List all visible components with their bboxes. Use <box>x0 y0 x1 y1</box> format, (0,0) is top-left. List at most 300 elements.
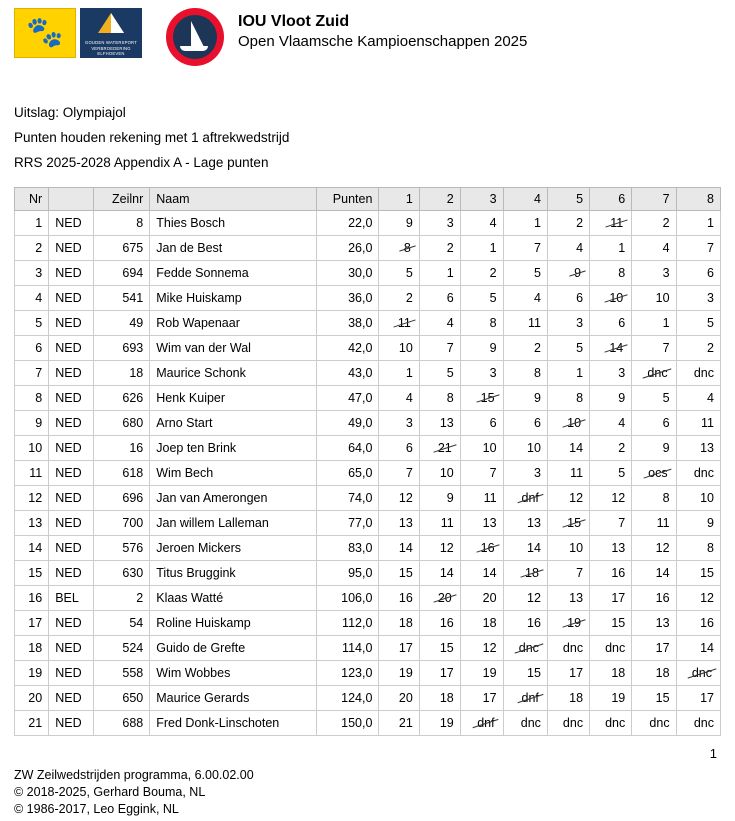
cell-race-2 <box>419 586 460 611</box>
cell-race-8 <box>676 236 720 261</box>
cell-race-8 <box>676 586 720 611</box>
cell-race-4 <box>503 486 547 511</box>
race-result: 8 <box>446 391 454 405</box>
race-result: 15 <box>439 641 454 655</box>
table-row <box>15 486 721 511</box>
cell-race-4 <box>503 661 547 686</box>
cell-nr: 17 <box>15 611 49 636</box>
race-result: 3 <box>576 316 584 330</box>
race-result: 14 <box>398 541 413 555</box>
race-result: 12 <box>482 641 497 655</box>
cell-zeilnr: 694 <box>93 261 149 286</box>
cell-race-4 <box>503 561 547 586</box>
race-result: dnc <box>649 716 670 730</box>
cell-race-2 <box>419 336 460 361</box>
cell-race-5 <box>547 486 589 511</box>
cell-race-2 <box>419 461 460 486</box>
cell-nat: NED <box>49 636 94 661</box>
cell-race-4 <box>503 686 547 711</box>
cell-race-4 <box>503 336 547 361</box>
cell-zeilnr: 54 <box>93 611 149 636</box>
cell-race-2 <box>419 511 460 536</box>
cell-naam: Mike Huiskamp <box>150 286 316 311</box>
race-result: 4 <box>618 416 626 430</box>
discarded-result: 18 <box>525 566 539 580</box>
cell-race-2 <box>419 436 460 461</box>
cell-race-3 <box>460 536 503 561</box>
cell-nat: NED <box>49 336 94 361</box>
race-result: 4 <box>489 216 497 230</box>
discarded-result: 8 <box>403 241 411 255</box>
cell-zeilnr: 558 <box>93 661 149 686</box>
race-result: 14 <box>439 566 454 580</box>
race-result: 6 <box>662 416 670 430</box>
header-punten: Punten <box>316 188 379 211</box>
race-result: 10 <box>569 541 584 555</box>
cell-race-2 <box>419 636 460 661</box>
table-row <box>15 386 721 411</box>
race-result: 13 <box>611 541 626 555</box>
cell-race-8 <box>676 461 720 486</box>
cell-race-7 <box>632 561 676 586</box>
race-result: 4 <box>662 241 670 255</box>
race-result: 19 <box>439 716 454 730</box>
cell-race-1 <box>379 361 419 386</box>
cell-race-8 <box>676 336 720 361</box>
cell-race-7 <box>632 536 676 561</box>
cell-naam: Klaas Watté <box>150 586 316 611</box>
cell-race-5 <box>547 511 589 536</box>
cell-race-2 <box>419 486 460 511</box>
race-result: 2 <box>405 291 413 305</box>
cell-punten: 47,0 <box>316 386 379 411</box>
race-result: 2 <box>533 341 541 355</box>
cell-race-5 <box>547 236 589 261</box>
cell-race-7 <box>632 411 676 436</box>
cell-nr: 4 <box>15 286 49 311</box>
cell-race-6 <box>590 711 632 736</box>
cell-nat: NED <box>49 361 94 386</box>
cell-naam: Fred Donk-Linschoten <box>150 711 316 736</box>
race-result: dnc <box>693 716 714 730</box>
cell-race-1 <box>379 411 419 436</box>
cell-race-7 <box>632 211 676 236</box>
race-result: 4 <box>576 241 584 255</box>
cell-zeilnr: 2 <box>93 586 149 611</box>
race-result: 1 <box>533 216 541 230</box>
table-row <box>15 361 721 386</box>
table-row <box>15 561 721 586</box>
cell-race-5 <box>547 586 589 611</box>
race-result: 1 <box>618 241 626 255</box>
cell-punten: 106,0 <box>316 586 379 611</box>
cell-nat: BEL <box>49 586 94 611</box>
cell-zeilnr: 18 <box>93 361 149 386</box>
cell-race-4 <box>503 361 547 386</box>
cell-nr: 6 <box>15 336 49 361</box>
cell-naam: Jan van Amerongen <box>150 486 316 511</box>
header-nat <box>49 188 94 211</box>
header-race-6: 6 <box>590 188 632 211</box>
cell-race-6 <box>590 311 632 336</box>
cell-punten: 95,0 <box>316 561 379 586</box>
race-result: 16 <box>527 616 541 630</box>
cell-race-5 <box>547 386 589 411</box>
cell-nat: NED <box>49 611 94 636</box>
table-row <box>15 661 721 686</box>
table-row <box>15 611 721 636</box>
cell-race-3 <box>460 461 503 486</box>
race-result: 3 <box>533 466 541 480</box>
race-result: 7 <box>405 466 413 480</box>
cell-race-3 <box>460 486 503 511</box>
race-result: dnc <box>605 716 626 730</box>
cell-nr: 1 <box>15 211 49 236</box>
cell-race-3 <box>460 211 503 236</box>
cell-race-8 <box>676 511 720 536</box>
cell-race-3 <box>460 311 503 336</box>
table-row <box>15 261 721 286</box>
race-result: 9 <box>446 491 454 505</box>
cell-race-5 <box>547 336 589 361</box>
race-result: 21 <box>398 716 413 730</box>
cell-race-3 <box>460 511 503 536</box>
race-result: 4 <box>533 291 541 305</box>
cell-race-8 <box>676 436 720 461</box>
race-result: 4 <box>707 391 714 405</box>
cell-race-5 <box>547 461 589 486</box>
race-result: 17 <box>439 666 454 680</box>
cell-race-2 <box>419 611 460 636</box>
cell-zeilnr: 696 <box>93 486 149 511</box>
table-row <box>15 711 721 736</box>
discarded-result: 11 <box>397 316 411 330</box>
cell-naam: Arno Start <box>150 411 316 436</box>
logo-sail-shape <box>191 21 204 47</box>
cell-race-3 <box>460 336 503 361</box>
cell-punten: 83,0 <box>316 536 379 561</box>
cell-race-4 <box>503 586 547 611</box>
cell-nat: NED <box>49 486 94 511</box>
logo-hull-shape <box>180 46 208 51</box>
table-header-row <box>15 188 721 211</box>
discarded-result: 15 <box>567 516 582 530</box>
race-result: 13 <box>527 516 541 530</box>
cell-zeilnr: 49 <box>93 311 149 336</box>
cell-naam: Henk Kuiper <box>150 386 316 411</box>
cell-race-4 <box>503 411 547 436</box>
cell-race-1 <box>379 661 419 686</box>
race-result: 18 <box>611 666 626 680</box>
cell-zeilnr: 524 <box>93 636 149 661</box>
race-result: 5 <box>446 366 454 380</box>
cell-race-1 <box>379 486 419 511</box>
cell-zeilnr: 650 <box>93 686 149 711</box>
cell-race-7 <box>632 711 676 736</box>
race-result: 10 <box>700 491 714 505</box>
scoring-system-line: RRS 2025-2028 Appendix A - Lage punten <box>14 155 269 170</box>
race-result: 16 <box>700 616 714 630</box>
cell-race-5 <box>547 686 589 711</box>
cell-race-2 <box>419 361 460 386</box>
cell-zeilnr: 618 <box>93 461 149 486</box>
cell-nr: 21 <box>15 711 49 736</box>
cell-race-8 <box>676 636 720 661</box>
cell-race-2 <box>419 411 460 436</box>
cell-race-6 <box>590 661 632 686</box>
race-result: 18 <box>482 616 497 630</box>
results-table <box>14 187 721 736</box>
cell-race-4 <box>503 436 547 461</box>
cell-race-1 <box>379 711 419 736</box>
cell-nat: NED <box>49 561 94 586</box>
race-result: 19 <box>611 691 626 705</box>
cell-punten: 38,0 <box>316 311 379 336</box>
cell-race-6 <box>590 486 632 511</box>
race-result: 6 <box>707 266 714 280</box>
cell-punten: 65,0 <box>316 461 379 486</box>
cell-punten: 36,0 <box>316 286 379 311</box>
cell-race-6 <box>590 411 632 436</box>
table-row <box>15 511 721 536</box>
discarded-result: dnf <box>521 491 539 505</box>
cell-punten: 124,0 <box>316 686 379 711</box>
table-row <box>15 236 721 261</box>
cell-race-3 <box>460 586 503 611</box>
race-result: 8 <box>576 391 584 405</box>
header-race-7: 7 <box>632 188 676 211</box>
race-result: 13 <box>439 416 454 430</box>
race-result: 15 <box>398 566 413 580</box>
cell-race-8 <box>676 211 720 236</box>
cell-nr: 13 <box>15 511 49 536</box>
race-result: 2 <box>707 341 714 355</box>
discarded-result: 20 <box>437 591 452 605</box>
race-result: 18 <box>398 616 413 630</box>
discard-rule-line: Punten houden rekening met 1 aftrekwedstrijd <box>14 130 290 145</box>
cell-race-1 <box>379 386 419 411</box>
header-race-8: 8 <box>676 188 720 211</box>
cell-nr: 5 <box>15 311 49 336</box>
race-result: 7 <box>662 341 670 355</box>
cell-race-2 <box>419 561 460 586</box>
cell-race-3 <box>460 261 503 286</box>
cell-race-6 <box>590 686 632 711</box>
cell-race-6 <box>590 261 632 286</box>
cell-race-2 <box>419 386 460 411</box>
cell-race-3 <box>460 561 503 586</box>
cell-race-4 <box>503 286 547 311</box>
document-header <box>0 0 735 72</box>
cell-race-6 <box>590 461 632 486</box>
race-result: 10 <box>398 341 413 355</box>
discarded-result: 10 <box>609 291 624 305</box>
cell-naam: Rob Wapenaar <box>150 311 316 336</box>
table-row <box>15 286 721 311</box>
cell-race-7 <box>632 361 676 386</box>
watersport-club-logo-icon <box>80 8 142 58</box>
race-result: 3 <box>618 366 626 380</box>
cell-race-1 <box>379 236 419 261</box>
cell-race-3 <box>460 361 503 386</box>
cell-race-8 <box>676 561 720 586</box>
race-result: 16 <box>439 616 454 630</box>
race-result: 19 <box>398 666 413 680</box>
race-result: 2 <box>576 216 584 230</box>
race-result: 1 <box>707 216 714 230</box>
cell-race-5 <box>547 436 589 461</box>
header-zeilnr: Zeilnr <box>93 188 149 211</box>
cell-race-7 <box>632 461 676 486</box>
cell-race-1 <box>379 211 419 236</box>
cell-race-5 <box>547 311 589 336</box>
race-result: 7 <box>707 241 714 255</box>
race-result: 14 <box>527 541 541 555</box>
cell-nat: NED <box>49 311 94 336</box>
cell-nat: NED <box>49 661 94 686</box>
cell-zeilnr: 16 <box>93 436 149 461</box>
cell-race-7 <box>632 486 676 511</box>
race-result: 5 <box>707 316 714 330</box>
race-result: 13 <box>482 516 497 530</box>
cell-naam: Fedde Sonnema <box>150 261 316 286</box>
cell-race-8 <box>676 661 720 686</box>
flanders-lion-logo-icon <box>14 8 76 58</box>
cell-race-5 <box>547 611 589 636</box>
cell-race-8 <box>676 286 720 311</box>
header-race-5: 5 <box>547 188 589 211</box>
race-result: 1 <box>662 316 670 330</box>
cell-nat: NED <box>49 711 94 736</box>
table-row <box>15 411 721 436</box>
cell-race-2 <box>419 661 460 686</box>
cell-punten: 49,0 <box>316 411 379 436</box>
cell-naam: Wim Bech <box>150 461 316 486</box>
cell-nat: NED <box>49 386 94 411</box>
cell-race-6 <box>590 436 632 461</box>
cell-nr: 16 <box>15 586 49 611</box>
cell-nr: 12 <box>15 486 49 511</box>
race-result: dnc <box>693 466 714 480</box>
cell-punten: 42,0 <box>316 336 379 361</box>
cell-race-8 <box>676 261 720 286</box>
page-number: 1 <box>709 746 717 761</box>
cell-race-2 <box>419 236 460 261</box>
race-result: dnc <box>605 641 626 655</box>
table-row <box>15 636 721 661</box>
race-result: 5 <box>662 391 670 405</box>
race-result: 17 <box>482 691 497 705</box>
cell-nat: NED <box>49 536 94 561</box>
race-result: 3 <box>489 366 497 380</box>
race-result: 18 <box>569 691 584 705</box>
race-result: 1 <box>405 366 413 380</box>
cell-nat: NED <box>49 686 94 711</box>
race-result: 6 <box>618 316 626 330</box>
cell-race-3 <box>460 661 503 686</box>
race-result: 3 <box>707 291 714 305</box>
cell-race-6 <box>590 536 632 561</box>
race-result: 7 <box>618 516 626 530</box>
race-result: 14 <box>569 441 584 455</box>
race-result: 9 <box>707 516 714 530</box>
discarded-result: 10 <box>567 416 582 430</box>
cell-race-4 <box>503 236 547 261</box>
cell-zeilnr: 680 <box>93 411 149 436</box>
cell-race-8 <box>676 711 720 736</box>
cell-naam: Jan de Best <box>150 236 316 261</box>
cell-punten: 22,0 <box>316 211 379 236</box>
cell-race-7 <box>632 236 676 261</box>
iou-vloot-zuid-logo-icon <box>166 8 224 66</box>
cell-race-6 <box>590 236 632 261</box>
results-table-body <box>15 211 721 736</box>
cell-nr: 3 <box>15 261 49 286</box>
cell-race-4 <box>503 461 547 486</box>
cell-nr: 19 <box>15 661 49 686</box>
race-result: 8 <box>533 366 541 380</box>
cell-race-4 <box>503 311 547 336</box>
cell-naam: Jeroen Mickers <box>150 536 316 561</box>
discarded-result: dnc <box>518 641 539 655</box>
club-logo-text: GOUDEN WATERSPORT VERBROEDERING ELFHOEVEN <box>85 40 137 56</box>
header-naam: Naam <box>150 188 316 211</box>
cell-nr: 10 <box>15 436 49 461</box>
race-result: 17 <box>611 591 626 605</box>
title-block <box>238 8 527 52</box>
cell-race-8 <box>676 386 720 411</box>
cell-nr: 15 <box>15 561 49 586</box>
race-result: 9 <box>489 341 497 355</box>
discarded-result: dnf <box>477 716 495 730</box>
header-race-2: 2 <box>419 188 460 211</box>
cell-race-2 <box>419 261 460 286</box>
cell-zeilnr: 576 <box>93 536 149 561</box>
race-result: 2 <box>446 241 454 255</box>
cell-nr: 8 <box>15 386 49 411</box>
cell-race-4 <box>503 711 547 736</box>
cell-race-2 <box>419 711 460 736</box>
cell-race-3 <box>460 386 503 411</box>
race-result: 2 <box>662 216 670 230</box>
cell-race-8 <box>676 486 720 511</box>
table-row <box>15 686 721 711</box>
table-row <box>15 461 721 486</box>
cell-race-8 <box>676 311 720 336</box>
cell-race-8 <box>676 411 720 436</box>
cell-punten: 43,0 <box>316 361 379 386</box>
race-result: 14 <box>700 641 714 655</box>
table-row <box>15 586 721 611</box>
race-result: 11 <box>483 491 497 505</box>
cell-punten: 26,0 <box>316 236 379 261</box>
cell-zeilnr: 675 <box>93 236 149 261</box>
cell-punten: 114,0 <box>316 636 379 661</box>
cell-naam: Wim Wobbes <box>150 661 316 686</box>
race-result: dnc <box>693 366 714 380</box>
cell-race-6 <box>590 336 632 361</box>
cell-race-1 <box>379 511 419 536</box>
cell-naam: Maurice Gerards <box>150 686 316 711</box>
cell-race-2 <box>419 536 460 561</box>
race-result: 17 <box>569 666 584 680</box>
cell-race-7 <box>632 511 676 536</box>
race-result: 6 <box>489 416 497 430</box>
race-result: 11 <box>527 316 541 330</box>
cell-race-6 <box>590 386 632 411</box>
cell-race-3 <box>460 436 503 461</box>
cell-race-7 <box>632 611 676 636</box>
